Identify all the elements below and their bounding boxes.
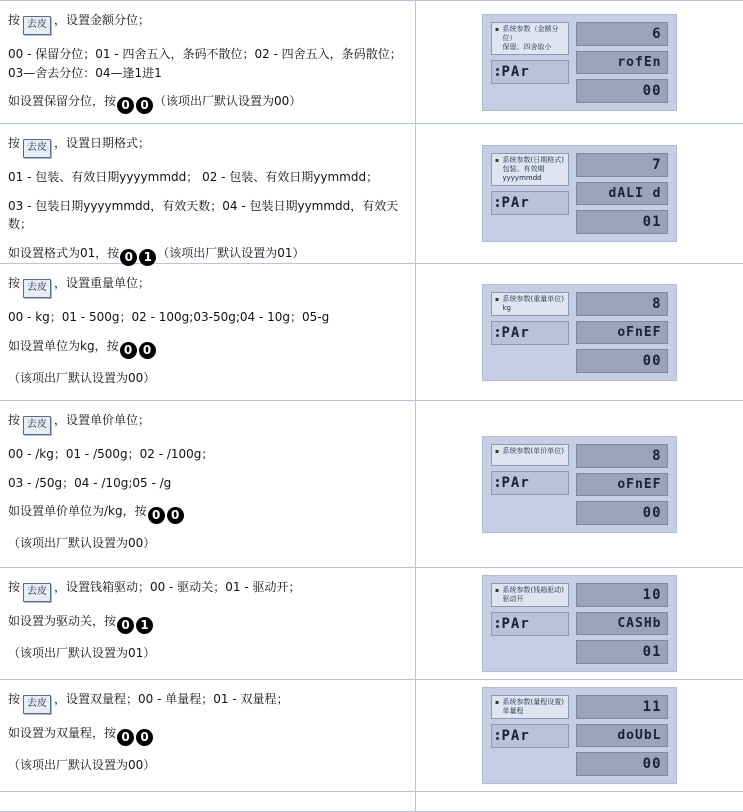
action-prefix: 如设置格式为01，按 (8, 245, 120, 260)
bullet-icon: ▪ (494, 25, 500, 33)
scale-panel-illustration (482, 284, 677, 381)
instruction-suffix: ，设置日期格式； (54, 136, 151, 150)
option-list: 00 - kg；01 - 500g；02 - 100g;03-50g;04 - 10g；05-g (8, 310, 330, 324)
instruction-suffix: ，设置单价单位； (54, 413, 151, 427)
instruction-line (8, 578, 407, 602)
par-indicator (491, 724, 569, 748)
lcd-bottom-display: 01 (576, 210, 668, 234)
action-prefix: 如设置保留分位，按 (8, 94, 117, 109)
panel-right-column (576, 583, 668, 664)
instruction-line (8, 274, 407, 298)
option-list: 00 - /kg；01 - /500g；02 - /100g； (8, 447, 214, 461)
panel-label-box (491, 444, 569, 466)
number-key-icon: 0 (136, 97, 153, 114)
instruction-suffix: ，设置重量单位； (54, 276, 151, 290)
par-text: PAr (501, 63, 530, 80)
lcd-bottom-display: 01 (576, 640, 668, 664)
table-row (0, 680, 743, 792)
panel-label-title: 系统参数（金额分位） (502, 24, 559, 42)
panel-left-column (491, 583, 569, 636)
panel-label-sub: kg (502, 303, 511, 312)
instruction-line (8, 11, 407, 35)
table-row (0, 401, 743, 568)
instruction-suffix: ，设置双量程；00 - 单量程；01 - 双量程； (54, 692, 289, 706)
option-list: 03 - 包装日期yyyymmdd，有效天数；04 - 包装日期yymmdd，有效天数； (8, 198, 399, 232)
row-illustration-cell (416, 792, 742, 811)
panel-label-text (503, 25, 566, 52)
panel-left-column (491, 444, 569, 495)
lcd-top-display: 6 (576, 22, 668, 46)
scale-panel-illustration (482, 145, 677, 242)
bullet-icon: ▪ (494, 699, 500, 706)
par-dots-icon (496, 329, 499, 337)
table-row (0, 1, 743, 124)
action-suffix: （该项出厂默认设置为01） (157, 245, 305, 260)
lcd-top-display: 11 (576, 695, 668, 719)
par-indicator (491, 471, 569, 495)
lcd-top-display: 10 (576, 583, 668, 607)
row-illustration-cell (416, 401, 742, 567)
row-illustration-cell (416, 1, 742, 123)
panel-left-column (491, 292, 569, 345)
panel-label-text (503, 295, 566, 313)
number-key-icon: 1 (139, 249, 156, 266)
par-indicator (491, 191, 569, 215)
par-text: PAr (501, 728, 530, 744)
tare-key-icon: 去皮 (23, 416, 51, 435)
row-description-cell (0, 680, 416, 791)
instruction-line (8, 411, 407, 435)
tare-key-icon: 去皮 (23, 279, 51, 298)
panel-label-text (503, 698, 566, 716)
panel-label-sub: 保留、四舍取小 (502, 42, 552, 51)
panel-right-column (576, 444, 668, 525)
number-key-icon: 0 (117, 97, 134, 114)
lcd-top-display: 7 (576, 153, 668, 177)
number-key-icon: 0 (136, 729, 153, 746)
lcd-middle-display: rofEn (576, 51, 668, 74)
tare-key-icon: 去皮 (23, 695, 51, 714)
number-key-icon: 0 (120, 342, 137, 359)
lcd-top-display: 8 (576, 444, 668, 468)
panel-label-sub: 单量程 (502, 707, 524, 715)
tare-key-icon: 去皮 (23, 16, 51, 35)
panel-right-column (576, 22, 668, 103)
panel-label-text (503, 586, 566, 604)
action-prefix: 如设置为双量程，按 (8, 726, 117, 740)
panel-label-title: 系统参数(单价单位) (502, 446, 564, 455)
bullet-icon: ▪ (494, 295, 500, 303)
par-indicator (491, 60, 569, 84)
table-row-partial (0, 792, 743, 812)
tare-key-icon: 去皮 (23, 139, 51, 158)
table-row (0, 124, 743, 264)
action-line (8, 244, 407, 266)
action-prefix: 如设置单位为kg，按 (8, 338, 119, 353)
panel-label-title: 系统参数(量程设置) (502, 698, 564, 706)
number-key-icon: 0 (117, 617, 134, 634)
panel-right-column (576, 153, 668, 234)
panel-label-title: 系统参数(日期格式) (502, 156, 564, 164)
row-illustration-cell (416, 124, 742, 263)
row-illustration-cell (416, 264, 742, 400)
panel-label-box (491, 292, 569, 316)
lcd-top-display: 8 (576, 292, 668, 316)
instruction-line (8, 134, 407, 158)
action-suffix: （该项出厂默认设置为00） (154, 94, 302, 109)
instruction-prefix: 按 (8, 13, 21, 27)
panel-left-column (491, 153, 569, 215)
lcd-bottom-display: 00 (576, 79, 668, 103)
option-list: 00 - 保留分位；01 - 四舍五入，条码不散位；02 - 四舍五入，条码散位；03—舍去分位：04—逢1进1 (8, 47, 402, 80)
scale-panel-illustration (482, 436, 677, 533)
default-note: （该项出厂默认设置为00） (8, 370, 156, 385)
instruction-prefix: 按 (8, 136, 21, 150)
panel-label-title: 系统参数(钱箱驱动) (502, 586, 564, 594)
instruction-prefix: 按 (8, 692, 21, 706)
instruction-suffix: ，设置钱箱驱动；00 - 驱动关；01 - 驱动开； (54, 580, 301, 594)
par-text: PAr (501, 616, 530, 632)
action-line (8, 502, 407, 524)
row-description-cell (0, 401, 416, 567)
instruction-prefix: 按 (8, 580, 21, 594)
row-description-cell (0, 264, 416, 400)
default-note: （该项出厂默认设置为00） (8, 758, 156, 772)
panel-label-title: 系统参数(重量单位) (502, 294, 564, 303)
row-illustration-cell (416, 568, 742, 679)
row-description-cell (0, 1, 416, 123)
number-key-icon: 0 (117, 729, 134, 746)
lcd-bottom-display: 00 (576, 501, 668, 525)
row-illustration-cell (416, 680, 742, 791)
par-text: PAr (501, 324, 530, 341)
panel-right-column (576, 695, 668, 776)
panel-label-box (491, 695, 569, 719)
action-prefix: 如设置为驱动关，按 (8, 614, 117, 628)
option-list: 03 - /50g；04 - /10g;05 - /g (8, 475, 172, 490)
number-key-icon: 0 (167, 507, 184, 524)
panel-label-sub: 包装、有效期yyyymmdd (502, 165, 545, 182)
lcd-middle-display: oFnEF (576, 473, 668, 496)
par-dots-icon (496, 620, 499, 628)
instruction-prefix: 按 (8, 276, 21, 290)
action-prefix: 如设置单价单位为/kg，按 (8, 504, 147, 519)
instruction-prefix: 按 (8, 413, 21, 427)
par-dots-icon (496, 68, 499, 76)
row-description-cell (0, 568, 416, 679)
option-list: 01 - 包装、有效日期yyyymmdd； 02 - 包装、有效日期yymmdd； (8, 170, 379, 184)
number-key-icon: 0 (148, 507, 165, 524)
default-note: （该项出厂默认设置为00） (8, 536, 156, 551)
panel-label-box (491, 583, 569, 607)
lcd-middle-display: dALI d (576, 182, 668, 205)
panel-label-box (491, 153, 569, 186)
lcd-bottom-display: 00 (576, 349, 668, 373)
default-note: （该项出厂默认设置为01） (8, 646, 156, 660)
par-indicator (491, 321, 569, 345)
par-text: PAr (501, 195, 530, 211)
bullet-icon: ▪ (494, 157, 500, 164)
action-line (8, 724, 407, 746)
par-indicator (491, 612, 569, 636)
lcd-bottom-display: 00 (576, 752, 668, 776)
par-dots-icon (496, 732, 499, 740)
panel-label-box (491, 22, 569, 55)
scale-panel-illustration (482, 687, 677, 784)
action-line (8, 92, 407, 114)
instruction-suffix: ，设置金额分位； (54, 13, 151, 27)
tare-key-icon: 去皮 (23, 583, 51, 602)
row-description-cell (0, 124, 416, 263)
panel-right-column (576, 292, 668, 373)
panel-left-column (491, 22, 569, 84)
bullet-icon: ▪ (494, 587, 500, 594)
scale-panel-illustration (482, 14, 677, 111)
number-key-icon: 0 (120, 249, 137, 266)
row-description-cell (0, 792, 416, 812)
par-dots-icon (496, 479, 499, 487)
table-row (0, 568, 743, 680)
lcd-middle-display: CASHb (576, 612, 668, 635)
panel-label-text (503, 156, 566, 183)
panel-label-sub: 驱动开 (502, 595, 524, 603)
number-key-icon: 0 (139, 342, 156, 359)
scale-panel-illustration (482, 575, 677, 672)
panel-left-column (491, 695, 569, 748)
par-dots-icon (496, 199, 499, 207)
panel-label-text (503, 447, 566, 456)
par-text: PAr (501, 474, 530, 491)
table-row (0, 264, 743, 401)
lcd-middle-display: oFnEF (576, 321, 668, 344)
action-line (8, 337, 407, 359)
number-key-icon: 1 (136, 617, 153, 634)
action-line (8, 612, 407, 634)
instruction-line (8, 690, 407, 714)
lcd-middle-display: doUbL (576, 724, 668, 747)
bullet-icon: ▪ (494, 447, 500, 455)
